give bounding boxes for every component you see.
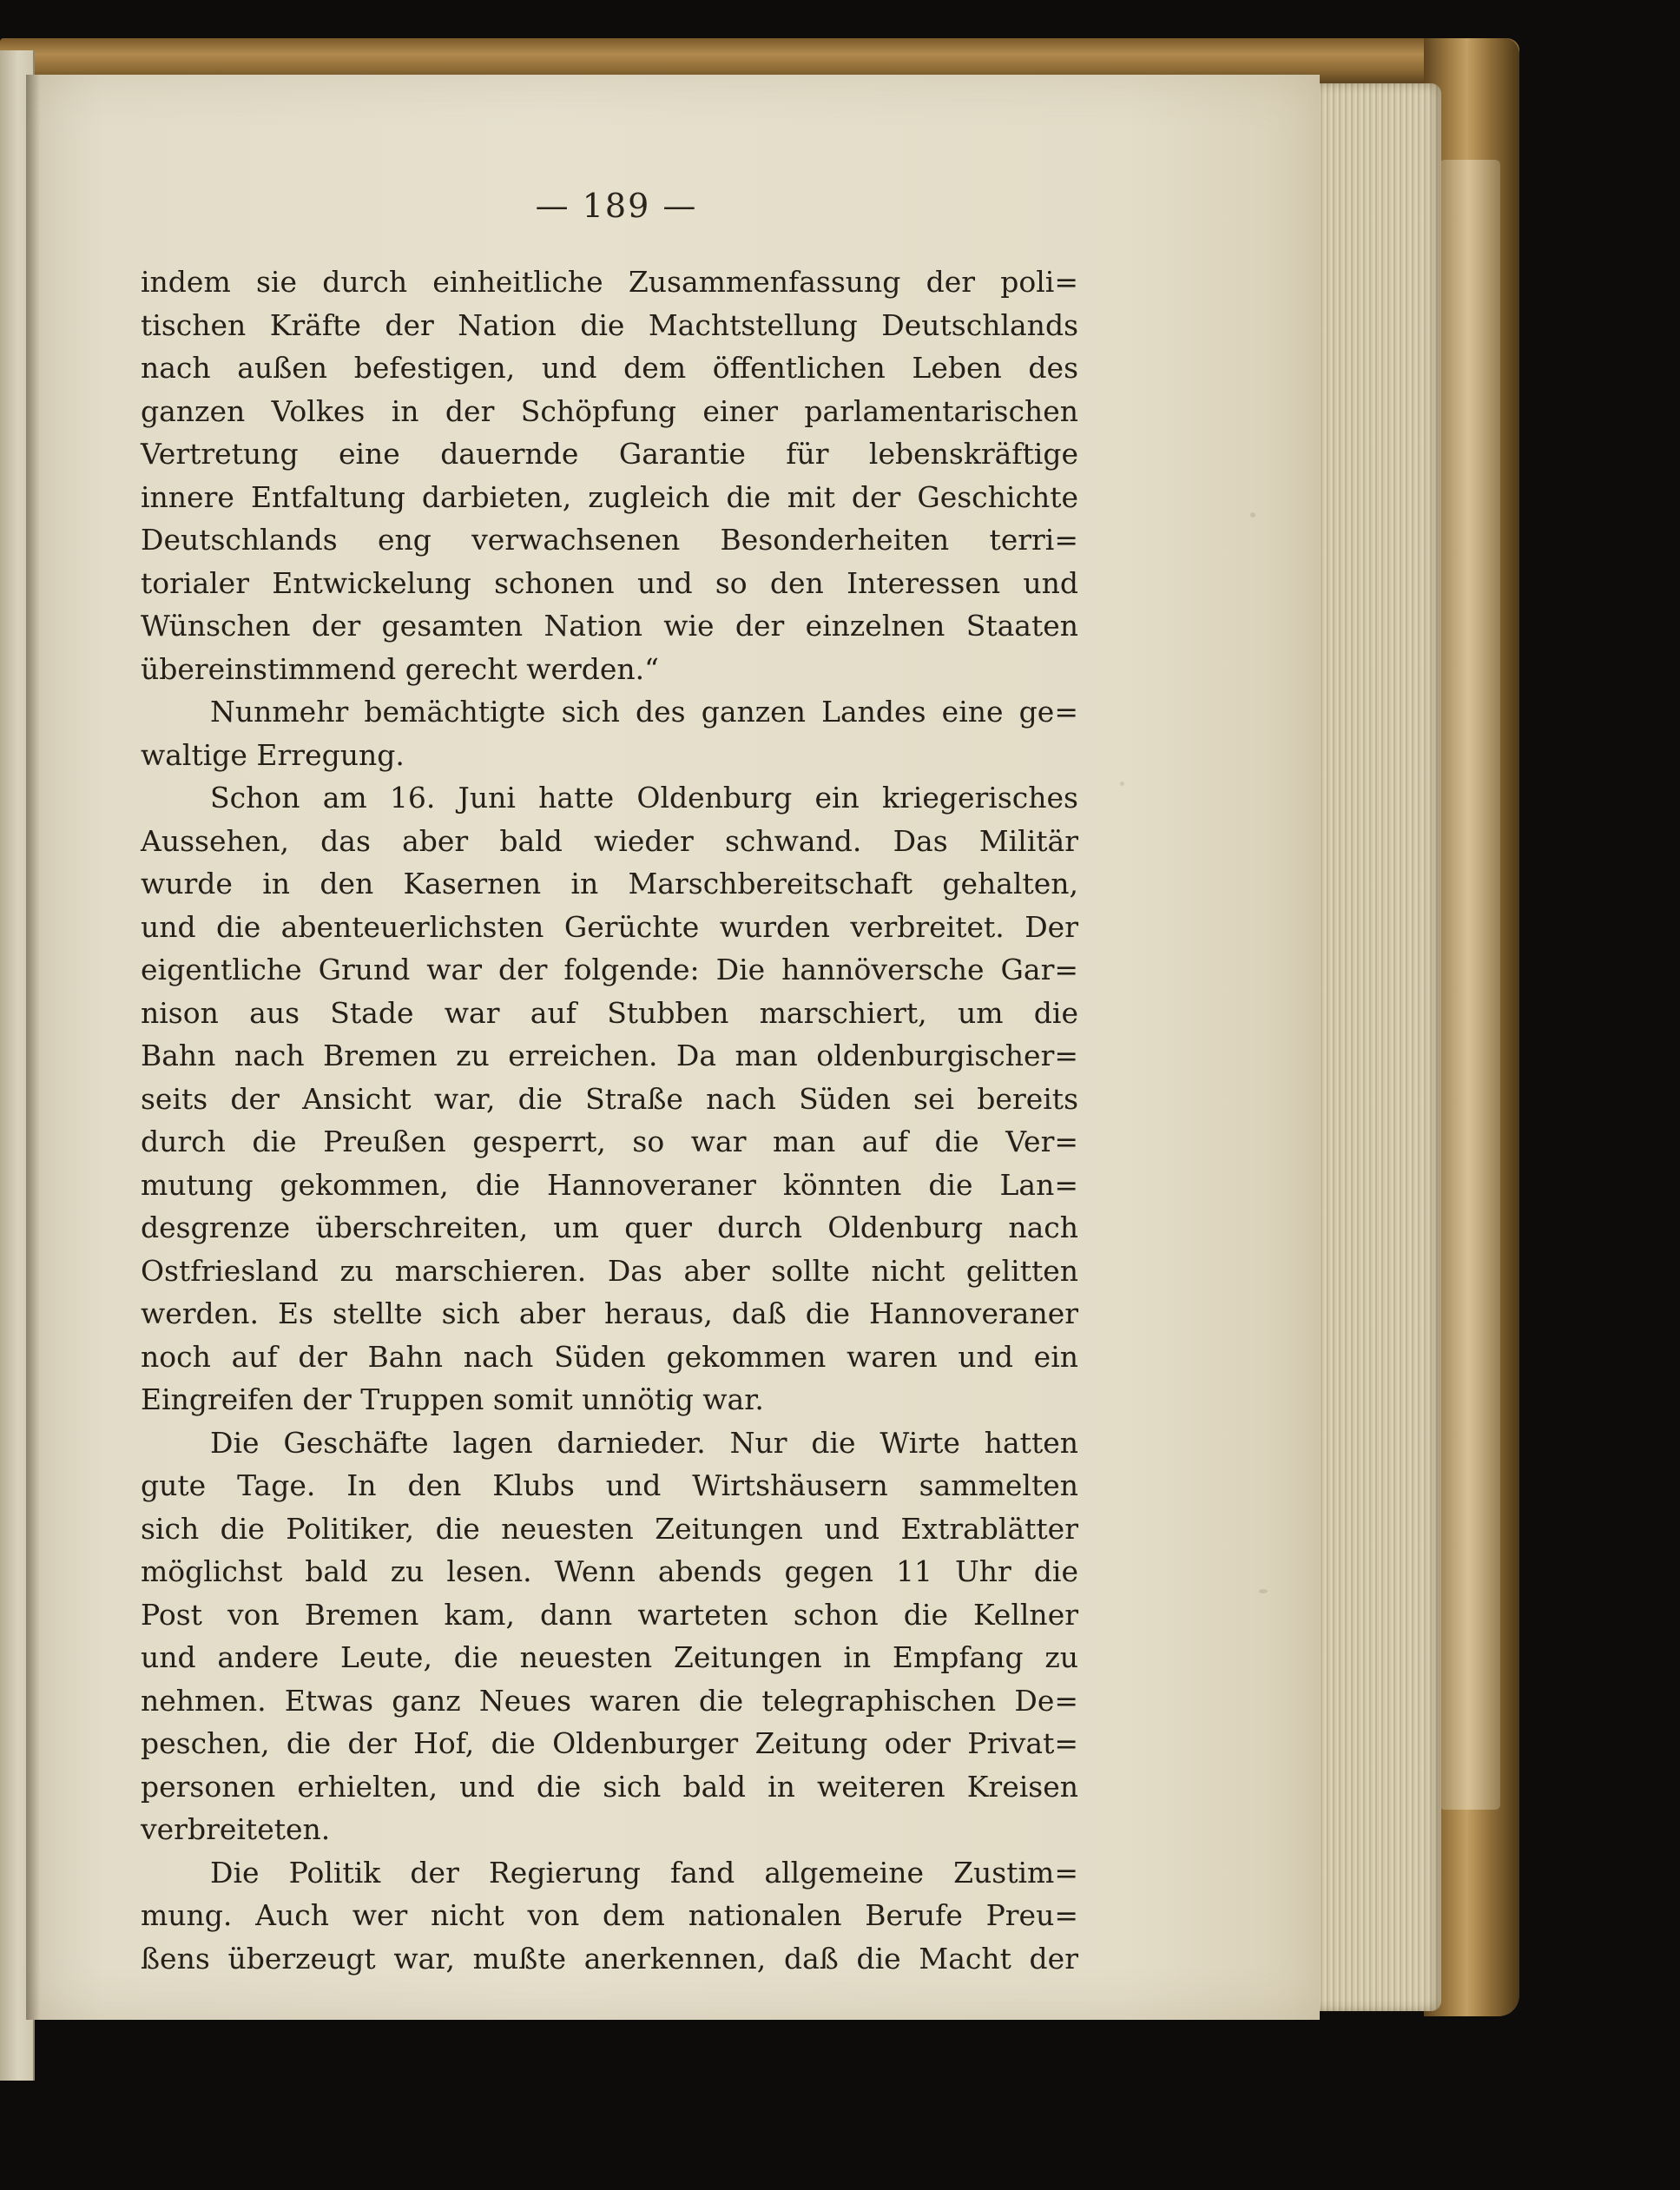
text-line: Wünschen der gesamten Nation wie der einzelnen Staaten bbox=[141, 609, 1078, 643]
text-line: nach außen befestigen, und dem öffentlichen Leben des bbox=[141, 351, 1078, 385]
text-line: werden. Es stellte sich aber heraus, daß die Hannoveraner bbox=[141, 1296, 1078, 1330]
paper-speck bbox=[1259, 1589, 1268, 1593]
text-line: verbreiteten. bbox=[141, 1812, 331, 1846]
text-line: Bahn nach Bremen zu erreichen. Da man oldenburgischer= bbox=[141, 1039, 1078, 1072]
text-line: möglichst bald zu lesen. Wenn abends gegen 11 Uhr die bbox=[141, 1554, 1078, 1588]
text-line: ganzen Volkes in der Schöpfung einer parlamentarischen bbox=[141, 393, 1078, 428]
text-line: mutung gekommen, die Hannoveraner könnten die Lan= bbox=[141, 1167, 1078, 1202]
text-line: wurde in den Kasernen in Marschbereitschaft gehalten, bbox=[141, 867, 1078, 900]
body-text bbox=[141, 261, 1078, 1980]
text-line: nison aus Stade war auf Stubben marschiert, um die bbox=[141, 995, 1078, 1030]
text-line: eigentliche Grund war der folgende: Die hannöversche Gar= bbox=[141, 953, 1078, 986]
text-line: Die Politik der Regierung fand allgemeine Zustim= bbox=[210, 1855, 1078, 1890]
text-line: sich die Politiker, die neuesten Zeitungen und Extrablätter bbox=[141, 1511, 1078, 1546]
text-line: waltige Erregung. bbox=[141, 737, 405, 772]
paper-speck bbox=[1250, 512, 1255, 518]
text-line: Aussehen, das aber bald wieder schwand. Das Militär bbox=[141, 823, 1078, 858]
text-line: mung. Auch wer nicht von dem nationalen Berufe Preu= bbox=[141, 1898, 1078, 1932]
text-line: übereinstimmend gerecht werden.“ bbox=[141, 651, 660, 686]
text-line: noch auf der Bahn nach Süden gekommen waren und ein bbox=[141, 1339, 1078, 1374]
text-line: tischen Kräfte der Nation die Machtstellung Deutschlands bbox=[141, 307, 1078, 342]
page-number: — 189 — bbox=[535, 187, 698, 225]
text-line: desgrenze überschreiten, um quer durch Oldenburg nach bbox=[141, 1210, 1078, 1244]
text-line: ßens überzeugt war, mußte anerkennen, daß die Macht der bbox=[141, 1941, 1078, 1976]
text-line: Vertretung eine dauernde Garantie für lebenskräftige bbox=[141, 437, 1078, 471]
page-block-edges bbox=[1311, 83, 1441, 2011]
text-line: personen erhielten, und die sich bald in weiteren Kreisen bbox=[141, 1769, 1078, 1804]
text-line: torialer Entwickelung schonen und so den Interessen und bbox=[141, 565, 1078, 600]
text-line: gute Tage. In den Klubs und Wirtshäusern sammelten bbox=[141, 1468, 1078, 1502]
text-line: und andere Leute, die neuesten Zeitungen in Empfang zu bbox=[141, 1640, 1078, 1674]
text-line: innere Entfaltung darbieten, zugleich die mit der Geschichte bbox=[141, 479, 1078, 514]
text-line: Schon am 16. Juni hatte Oldenburg ein kriegerisches bbox=[210, 781, 1078, 815]
text-line: indem sie durch einheitliche Zusammenfassung der poli= bbox=[141, 265, 1078, 299]
page-gutter-shadow bbox=[26, 75, 40, 2020]
text-line: peschen, die der Hof, die Oldenburger Zeitung oder Privat= bbox=[141, 1726, 1078, 1760]
text-line: Die Geschäfte lagen darnieder. Nur die Wirte hatten bbox=[210, 1425, 1078, 1460]
text-line: Ostfriesland zu marschieren. Das aber sollte nicht gelitten bbox=[141, 1253, 1078, 1288]
paper-speck bbox=[1120, 782, 1124, 786]
text-line: Deutschlands eng verwachsenen Besonderheiten terri= bbox=[141, 523, 1078, 557]
text-line: Nunmehr bemächtigte sich des ganzen Landes eine ge= bbox=[210, 695, 1078, 729]
text-line: durch die Preußen gesperrt, so war man auf die Ver= bbox=[141, 1125, 1078, 1158]
text-line: Post von Bremen kam, dann warteten schon die Kellner bbox=[141, 1597, 1078, 1632]
text-line: nehmen. Etwas ganz Neues waren die telegraphischen De= bbox=[141, 1683, 1078, 1718]
text-line: und die abenteuerlichsten Gerüchte wurden verbreitet. Der bbox=[141, 909, 1078, 944]
text-line: Eingreifen der Truppen somit unnötig war. bbox=[141, 1382, 764, 1416]
text-line: seits der Ansicht war, die Straße nach Süden sei bereits bbox=[141, 1081, 1078, 1116]
